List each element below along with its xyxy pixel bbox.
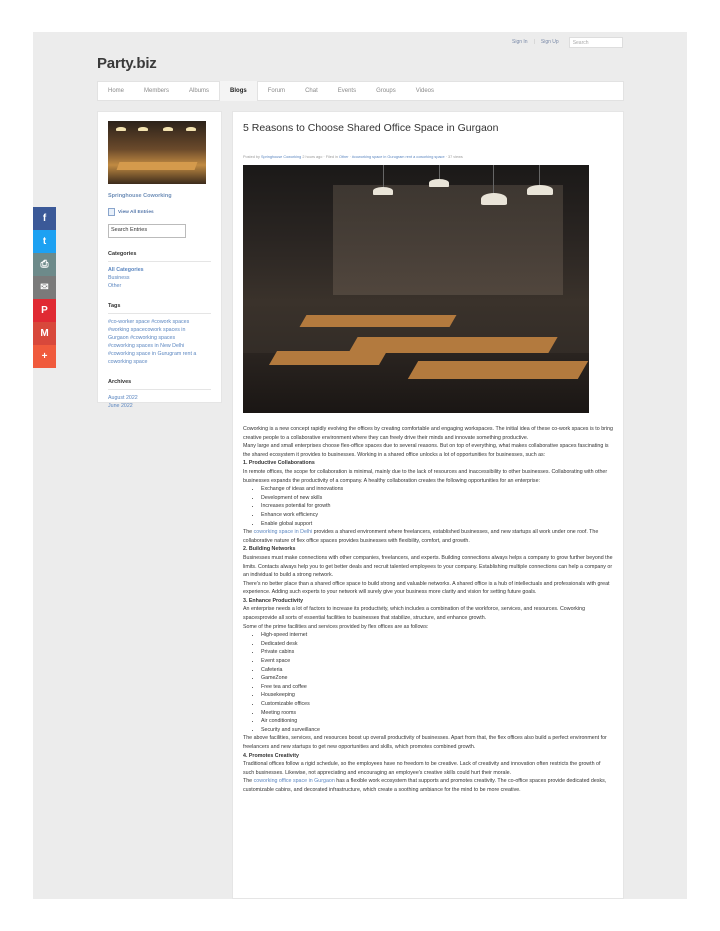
pendant-wire — [539, 165, 540, 187]
topbar-separator: | — [533, 39, 535, 45]
paragraph: Businesses must make connections with other companies, freelancers, and experts. Building connections always helps a company to grow further beyond the limits. Contacts always help you to get better deals and recruit talented employees to your company. Establishing multiple connections can help a company or an individual to build a strong network. — [243, 554, 613, 579]
nav-forum[interactable]: Forum — [267, 88, 286, 94]
more-icon[interactable] — [33, 345, 56, 368]
meta-time: 2 hours ago · Filed in — [301, 155, 340, 159]
list-item: • Dedicated desk — [261, 640, 613, 649]
section-heading: 3. Enhance Productivity — [243, 597, 304, 604]
category-link[interactable]: Business — [108, 275, 130, 281]
share-glyph: P — [41, 305, 48, 316]
meta-posted-by: Posted by — [243, 155, 261, 159]
pendant-lamp — [429, 179, 449, 187]
share-glyph: t — [42, 236, 47, 247]
list-item: • Private cabins — [261, 648, 613, 657]
tag-link[interactable]: #coworking spaces in New Delhi — [108, 343, 185, 349]
photo-lamp — [138, 127, 148, 131]
tag-link[interactable]: #coworking space in Gurugram — [108, 351, 182, 357]
collaboration-list — [261, 485, 613, 528]
coworking-delhi-link[interactable]: coworking space in Delhi — [253, 529, 313, 536]
list-item: • Exchange of ideas and innovations — [261, 485, 613, 494]
photo-lamp — [186, 127, 196, 131]
hero-desk — [300, 315, 457, 327]
archive-link[interactable]: August 2022 — [108, 395, 138, 401]
nav-videos[interactable]: Videos — [415, 88, 435, 94]
list-item: • Meeting rooms — [261, 709, 613, 718]
pendant-lamp — [527, 185, 553, 195]
share-glyph: + — [41, 351, 48, 362]
paragraph: There's no better place than a shared office space to build strong and valuable networks. A shared office is a hub of intellectuals and professionals with great experience. Adding such experts to your network will surely give your business more clarity and vision for setting future goals. — [243, 580, 610, 596]
meta-views: · 37 views — [444, 155, 463, 159]
search-entries-input[interactable]: Search Entries — [108, 224, 186, 238]
paragraph: Many large and small enterprises choose flex-office spaces due to several reasons. But on top of everything, what makes collaborative spaces fascinating is the shared ecosystem it provides to businesses. Working in a shared office unlocks a lot of opportunities for businesses, such as: — [243, 443, 609, 458]
share-glyph: M — [40, 328, 49, 339]
nav-groups[interactable]: Groups — [376, 88, 396, 94]
categories-list — [108, 266, 211, 290]
list-item: • High-speed internet — [261, 631, 613, 640]
tag-link[interactable]: #coworking spaces — [130, 335, 176, 341]
archives-heading: Archives — [108, 379, 211, 390]
document-icon — [108, 208, 115, 216]
meta-separator: · — [348, 155, 352, 159]
author-name[interactable]: Springhouse Coworking — [108, 193, 172, 199]
sign-up-link[interactable]: Sign Up — [540, 39, 559, 45]
text-span: provides a shared environment where freelancers, established businesses, and new startups all work under one roof. The collaborative nature of flex office spaces provides businesses with flexibility, comfort, and growth. — [243, 529, 599, 544]
meta-category-link[interactable]: Other — [339, 155, 349, 159]
top-bar — [512, 36, 623, 48]
print-icon[interactable] — [33, 253, 56, 276]
paragraph: In remote offices, the scope for collaboration is minimal, mainly due to the lack of resources and inaccessibility to other businesses. Collaborating with other businesses expands the productivity of a company. A healthy collaboration creates the following opportunities for an enterprise: — [243, 468, 608, 484]
categories-heading: Categories — [108, 251, 211, 262]
search-input[interactable]: Search — [569, 37, 623, 48]
pinterest-icon[interactable] — [33, 299, 56, 322]
nav-members[interactable]: Members — [144, 88, 170, 94]
section-heading: 2. Building Networks — [243, 546, 296, 553]
list-item: • Security and surveillance — [261, 726, 613, 735]
text-span: The — [243, 529, 254, 536]
pendant-wire — [383, 165, 384, 189]
email-icon[interactable] — [33, 276, 56, 299]
sign-in-link[interactable]: Sign In — [512, 39, 528, 45]
tags-list — [108, 318, 211, 366]
section-heading: 1. Productive Collaborations — [243, 460, 315, 467]
pendant-lamp — [373, 187, 393, 195]
share-glyph: ⎙ — [40, 259, 49, 270]
category-link[interactable]: Other — [108, 283, 122, 289]
view-all-label: View All Entries — [118, 209, 154, 215]
list-item: • Event space — [261, 657, 613, 666]
pendant-wire — [493, 165, 494, 195]
tag-link[interactable]: #co-worker space — [108, 319, 150, 325]
list-item: • Cafeteria — [261, 666, 613, 675]
coworking-gurgaon-link[interactable]: coworking office space in Gurgaon — [253, 778, 335, 785]
twitter-icon[interactable] — [33, 230, 56, 253]
facebook-icon[interactable] — [33, 207, 56, 230]
photo-lamp — [163, 127, 173, 131]
hero-glass-wall — [333, 185, 563, 295]
paragraph: Traditional offices follow a rigid schedule, so the employees have no freedom to be creative. Lack of creativity and innovation often restricts the growth of such businesses. Likewise, not appreciating and encouraging an employee's creative skills could hurt their morale. — [243, 761, 601, 776]
paragraph: Some of the prime facilities and services provided by flex offices are as follows: — [243, 623, 429, 630]
article-body — [243, 425, 613, 795]
tag-link[interactable]: Gurgaon — [108, 335, 129, 341]
list-item: • Housekeeping — [261, 691, 613, 700]
nav-blogs[interactable]: Blogs — [219, 81, 258, 101]
pendant-lamp — [481, 193, 507, 205]
list-item: • Enhance work efficiency — [261, 511, 613, 520]
list-item: • Customizable offices — [261, 700, 613, 709]
list-item: • Development of new skills — [261, 494, 613, 503]
tags-heading: Tags — [108, 303, 211, 314]
paragraph: Coworking is a new concept rapidly evolving the offices by creating comfortable and engaging workspaces. The initial idea of these co-work spaces is to bring creative people to a collaborative environment where they can freely drive their minds and innovate something productive. — [243, 426, 613, 441]
archives-list — [108, 394, 211, 410]
nav-events[interactable]: Events — [337, 88, 357, 94]
tag-link[interactable]: #working spacecowork spaces in — [108, 327, 186, 333]
sidebar — [97, 111, 222, 409]
share-glyph: f — [42, 213, 47, 224]
text-span: has a flexible work ecosystem that supports and promotes creativity. The co-office spaces provide dedicated desks, customizable cabins, and decorated infrastructure, which create a soothing ambiance for the mind to be more creative. — [243, 778, 607, 793]
paragraph: An enterprise needs a lot of factors to increase its productivity, which includes a combination of the workforce, services, and resources. Coworking spacesprovide all sorts of essential facilities to businesses that stabilize, structure, and enhance growth. — [243, 606, 586, 622]
nav-home[interactable]: Home — [108, 88, 125, 94]
article — [232, 111, 624, 899]
list-item: • Free tea and coffee — [261, 683, 613, 692]
gmail-icon[interactable] — [33, 322, 56, 345]
meta-author-link[interactable]: Springhouse Coworking — [260, 155, 302, 159]
share-glyph: ✉ — [40, 282, 49, 293]
nav-chat[interactable]: Chat — [305, 88, 318, 94]
paragraph: The above facilities, services, and resources boost up overall productivity of businesses. Apart from that, the flex offices also build a perfect environment for freelancers and new startups to get new opportunities and skills, which promotes combined growth. — [243, 735, 607, 750]
view-all-entries-link[interactable] — [108, 208, 211, 216]
hero-desk — [269, 351, 387, 365]
site-title[interactable]: Party.biz — [97, 55, 157, 72]
article-meta — [243, 155, 613, 159]
paragraph — [243, 777, 613, 794]
author-photo[interactable] — [108, 121, 206, 184]
hero-desk — [408, 361, 588, 379]
list-item: • Enable global support — [261, 520, 613, 529]
photo-lamp — [116, 127, 126, 131]
meta-tags-link[interactable]: #coworking space in Gurugram rent a coworking space — [351, 155, 445, 159]
photo-table — [117, 162, 198, 170]
share-bar — [33, 207, 56, 368]
text-span: The — [243, 778, 254, 785]
hero-image — [243, 165, 589, 413]
archive-link[interactable]: June 2022 — [108, 403, 133, 409]
nav-albums[interactable]: Albums — [189, 88, 210, 94]
paragraph — [243, 528, 613, 545]
main-nav — [97, 81, 624, 101]
article-title: 5 Reasons to Choose Shared Office Space in Gurgaon — [243, 122, 499, 134]
tag-link[interactable]: #cowork spaces — [151, 319, 190, 325]
list-item: • GameZone — [261, 674, 613, 683]
tag-link[interactable]: rent a coworking space — [108, 351, 197, 365]
section-heading: 4. Promotes Creativity — [243, 752, 299, 759]
facilities-list — [261, 631, 613, 734]
list-item: • Air conditioning — [261, 717, 613, 726]
list-item: • Increases potential for growth — [261, 502, 613, 511]
category-link[interactable]: All Categories — [108, 267, 144, 273]
